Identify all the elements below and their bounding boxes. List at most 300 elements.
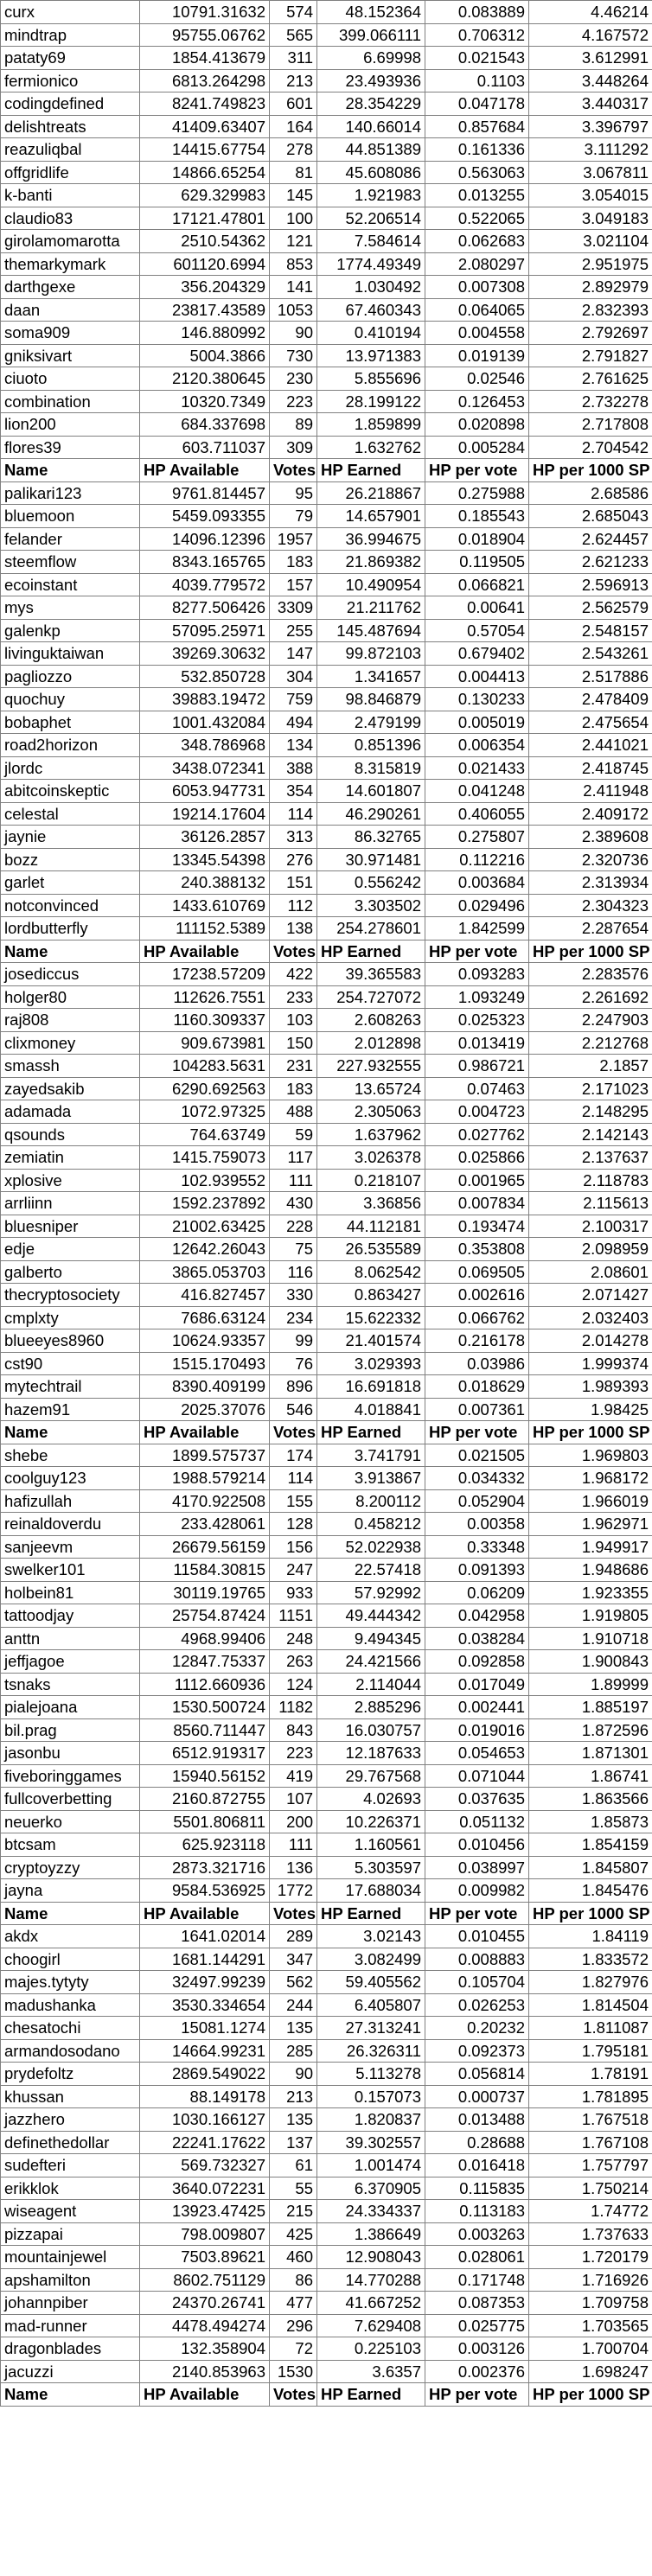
name-cell: claudio83 — [1, 207, 140, 230]
hp-per-1000-sp-cell: 1.85873 — [529, 1810, 652, 1833]
votes-cell: 853 — [270, 252, 317, 276]
votes-cell: 138 — [270, 917, 317, 940]
votes-cell: 145 — [270, 184, 317, 207]
name-cell: holger80 — [1, 985, 140, 1009]
hp-earned-cell: 12.187633 — [317, 1742, 425, 1765]
votes-cell: 460 — [270, 2246, 317, 2269]
hp-per-1000-sp-cell: 3.067811 — [529, 161, 652, 184]
hp-earned-cell: 3.913867 — [317, 1467, 425, 1490]
name-cell: cmplxty — [1, 1306, 140, 1329]
table-row — [1, 1146, 652, 1170]
name-cell: lordbutterfly — [1, 917, 140, 940]
hp-per-1000-sp-cell: 1.98425 — [529, 1398, 652, 1421]
name-cell: pagliozzo — [1, 665, 140, 688]
name-cell: celestal — [1, 802, 140, 826]
hp-per-1000-sp-cell: 1.999374 — [529, 1352, 652, 1375]
table-row — [1, 1604, 652, 1628]
table-row — [1, 322, 652, 345]
hp-per-1000-sp-cell: 2.142143 — [529, 1123, 652, 1146]
hp-per-1000-sp-cell: 2.313934 — [529, 871, 652, 895]
hp-available-cell: 146.880992 — [140, 322, 270, 345]
hp-per-1000-sp-cell: 2.517886 — [529, 665, 652, 688]
table-row — [1, 1627, 652, 1650]
name-cell: reazuliqbal — [1, 138, 140, 162]
hp-per-vote-cell: 0.091393 — [425, 1559, 529, 1582]
hp-per-1000-sp-cell: 1.989393 — [529, 1375, 652, 1399]
hp-available-cell: 41409.63407 — [140, 115, 270, 138]
hp-earned-cell: 22.57418 — [317, 1559, 425, 1582]
hp-per-vote-cell: 0.093283 — [425, 963, 529, 986]
votes-cell: 388 — [270, 756, 317, 780]
hp-available-cell: 532.850728 — [140, 665, 270, 688]
hp-available-cell: 240.388132 — [140, 871, 270, 895]
hp-per-vote-cell: 0.126453 — [425, 390, 529, 413]
hp-per-1000-sp-cell: 2.548157 — [529, 619, 652, 642]
hp-per-vote-cell: 0.010455 — [425, 1925, 529, 1948]
hp-available-cell: 12847.75337 — [140, 1650, 270, 1674]
table-row — [1, 298, 652, 322]
votes-cell: 494 — [270, 711, 317, 734]
votes-cell: 81 — [270, 161, 317, 184]
hp-earned-cell: 2.885296 — [317, 1696, 425, 1719]
table-row — [1, 2268, 652, 2292]
hp-available-cell: 603.711037 — [140, 436, 270, 459]
votes-cell: 112 — [270, 894, 317, 917]
table-row — [1, 2039, 652, 2063]
table-row — [1, 1123, 652, 1146]
name-header: Name — [1, 459, 140, 482]
hp-per-vote-cell: 0.056814 — [425, 2063, 529, 2086]
votes-cell: 565 — [270, 23, 317, 47]
votes-cell: 347 — [270, 1948, 317, 1971]
table-row — [1, 2154, 652, 2177]
hp-earned-cell: 2.114044 — [317, 1673, 425, 1696]
table-row — [1, 2246, 652, 2269]
table-row — [1, 1238, 652, 1261]
hp-per-1000-sp-cell: 3.049183 — [529, 207, 652, 230]
hp-earned-cell: 6.370905 — [317, 2177, 425, 2200]
hp-earned-cell: 3.026378 — [317, 1146, 425, 1170]
header-row — [1, 940, 652, 963]
table-row — [1, 2017, 652, 2040]
hp-earned-cell: 10.490954 — [317, 573, 425, 596]
table-row — [1, 1, 652, 24]
hp-per-1000-sp-cell: 1.962971 — [529, 1513, 652, 1536]
votes-cell: 183 — [270, 551, 317, 574]
hp-available-cell: 629.329983 — [140, 184, 270, 207]
votes-cell: 99 — [270, 1329, 317, 1353]
hp-per-vote-cell: 0.406055 — [425, 802, 529, 826]
table-row — [1, 1352, 652, 1375]
hp-per-1000-sp-cell: 1.871301 — [529, 1742, 652, 1765]
hp-per-1000-sp-cell: 1.845807 — [529, 1856, 652, 1879]
hp-per-vote-cell: 0.025323 — [425, 1009, 529, 1032]
name-cell: anttn — [1, 1627, 140, 1650]
votes-cell: 422 — [270, 963, 317, 986]
name-cell: felander — [1, 527, 140, 551]
name-cell: bluemoon — [1, 505, 140, 528]
hp-per-1000-sp-cell: 3.111292 — [529, 138, 652, 162]
name-cell: akdx — [1, 1925, 140, 1948]
hp-available-cell: 6053.947731 — [140, 780, 270, 803]
hp-per-vote-cell: 0.522065 — [425, 207, 529, 230]
hp-per-vote-cell: 0.193474 — [425, 1215, 529, 1238]
hp-earned-cell: 3.029393 — [317, 1352, 425, 1375]
hp-per-vote-cell: 0.017049 — [425, 1673, 529, 1696]
votes-cell: 117 — [270, 1146, 317, 1170]
hp-available-cell: 2873.321716 — [140, 1856, 270, 1879]
hp-earned-cell: 3.741791 — [317, 1444, 425, 1467]
hp-available-cell: 6813.264298 — [140, 69, 270, 92]
votes-cell: 488 — [270, 1100, 317, 1124]
hp-per-vote-cell: 0.054653 — [425, 1742, 529, 1765]
hp-per-1000-sp-cell: 1.919805 — [529, 1604, 652, 1628]
hp-per-1000-sp-cell: 2.732278 — [529, 390, 652, 413]
name-cell: cryptoyzzy — [1, 1856, 140, 1879]
votes-header: Votes — [270, 1421, 317, 1444]
hp-available-cell: 10791.31632 — [140, 1, 270, 24]
votes-cell: 276 — [270, 848, 317, 871]
hp-per-1000-sp-cell: 2.247903 — [529, 1009, 652, 1032]
table-row — [1, 917, 652, 940]
table-row — [1, 47, 652, 70]
table-row — [1, 2222, 652, 2246]
hp-per-1000-sp-cell: 2.304323 — [529, 894, 652, 917]
hp-earned-cell: 254.727072 — [317, 985, 425, 1009]
hp-per-vote-cell: 0.092858 — [425, 1650, 529, 1674]
hp-available-header: HP Available — [140, 2383, 270, 2407]
hp-per-1000-sp-cell: 3.054015 — [529, 184, 652, 207]
table-row — [1, 665, 652, 688]
hp-per-vote-cell: 0.115835 — [425, 2177, 529, 2200]
hp-available-cell: 3640.072231 — [140, 2177, 270, 2200]
table-row — [1, 734, 652, 757]
hp-per-vote-cell: 0.003684 — [425, 871, 529, 895]
hp-per-1000-sp-header: HP per 1000 SP — [529, 2383, 652, 2407]
hp-per-vote-cell: 0.33348 — [425, 1535, 529, 1559]
hp-per-vote-cell: 0.119505 — [425, 551, 529, 574]
hp-per-vote-cell: 0.112216 — [425, 848, 529, 871]
hp-per-vote-cell: 0.041248 — [425, 780, 529, 803]
name-cell: jasonbu — [1, 1742, 140, 1765]
table-row — [1, 2131, 652, 2154]
hp-earned-cell: 86.32765 — [317, 826, 425, 849]
table-row — [1, 1192, 652, 1215]
hp-per-1000-sp-cell: 2.68586 — [529, 481, 652, 505]
name-cell: bozz — [1, 848, 140, 871]
name-cell: themarkymark — [1, 252, 140, 276]
hp-per-1000-sp-cell: 1.900843 — [529, 1650, 652, 1674]
name-cell: pizzapai — [1, 2222, 140, 2246]
hp-per-1000-sp-cell: 1.885197 — [529, 1696, 652, 1719]
hp-per-1000-sp-cell: 2.118783 — [529, 1169, 652, 1192]
name-cell: swelker101 — [1, 1559, 140, 1582]
hp-per-1000-sp-cell: 2.320736 — [529, 848, 652, 871]
votes-cell: 147 — [270, 642, 317, 666]
hp-available-cell: 10320.7349 — [140, 390, 270, 413]
hp-available-cell: 13345.54398 — [140, 848, 270, 871]
hp-per-vote-cell: 0.679402 — [425, 642, 529, 666]
name-cell: cst90 — [1, 1352, 140, 1375]
hp-earned-cell: 21.869382 — [317, 551, 425, 574]
votes-cell: 223 — [270, 390, 317, 413]
hp-earned-cell: 8.062542 — [317, 1260, 425, 1284]
hp-per-vote-cell: 0.004413 — [425, 665, 529, 688]
votes-cell: 1151 — [270, 1604, 317, 1628]
hp-earned-cell: 39.302557 — [317, 2131, 425, 2154]
hp-per-1000-sp-cell: 2.791827 — [529, 344, 652, 367]
hp-per-vote-cell: 0.020898 — [425, 413, 529, 437]
hp-per-1000-sp-cell: 1.969803 — [529, 1444, 652, 1467]
hp-per-vote-cell: 0.002616 — [425, 1284, 529, 1307]
name-cell: armandosodano — [1, 2039, 140, 2063]
hp-available-cell: 4039.779572 — [140, 573, 270, 596]
hp-per-1000-sp-cell: 1.795181 — [529, 2039, 652, 2063]
hp-per-vote-cell: 0.000737 — [425, 2085, 529, 2108]
hp-available-cell: 104283.5631 — [140, 1055, 270, 1078]
name-cell: k-banti — [1, 184, 140, 207]
hp-earned-cell: 21.211762 — [317, 596, 425, 620]
hp-per-1000-sp-cell: 1.78191 — [529, 2063, 652, 2086]
hp-per-1000-sp-cell: 2.137637 — [529, 1146, 652, 1170]
table-row — [1, 1055, 652, 1078]
hp-per-vote-cell: 0.071044 — [425, 1764, 529, 1788]
votes-cell: 255 — [270, 619, 317, 642]
name-cell: apshamilton — [1, 2268, 140, 2292]
hp-per-vote-cell: 0.171748 — [425, 2268, 529, 2292]
hp-earned-header: HP Earned — [317, 459, 425, 482]
table-row — [1, 1742, 652, 1765]
table-row — [1, 1467, 652, 1490]
hp-per-1000-sp-cell: 1.910718 — [529, 1627, 652, 1650]
table-row — [1, 1444, 652, 1467]
hp-available-cell: 111152.5389 — [140, 917, 270, 940]
table-row — [1, 2314, 652, 2337]
name-cell: mountainjewel — [1, 2246, 140, 2269]
hp-available-cell: 8602.751129 — [140, 2268, 270, 2292]
votes-cell: 103 — [270, 1009, 317, 1032]
table-row — [1, 642, 652, 666]
hp-available-cell: 625.923118 — [140, 1833, 270, 1857]
votes-cell: 215 — [270, 2200, 317, 2223]
name-cell: soma909 — [1, 322, 140, 345]
name-cell: thecryptosociety — [1, 1284, 140, 1307]
hp-per-1000-sp-cell: 1.966019 — [529, 1489, 652, 1513]
hp-per-vote-cell: 0.161336 — [425, 138, 529, 162]
table-row — [1, 344, 652, 367]
name-cell: arrliinn — [1, 1192, 140, 1215]
table-row — [1, 23, 652, 47]
hp-earned-header: HP Earned — [317, 940, 425, 963]
hp-earned-cell: 16.030757 — [317, 1718, 425, 1742]
name-cell: sudefteri — [1, 2154, 140, 2177]
hp-earned-cell: 6.405807 — [317, 1993, 425, 2017]
votes-header: Votes — [270, 940, 317, 963]
hp-per-vote-cell: 0.025866 — [425, 1146, 529, 1170]
hp-earned-cell: 13.65724 — [317, 1077, 425, 1100]
votes-cell: 150 — [270, 1031, 317, 1055]
hp-per-vote-header: HP per vote — [425, 459, 529, 482]
name-cell: gniksivart — [1, 344, 140, 367]
name-cell: fullcoverbetting — [1, 1788, 140, 1811]
hp-available-cell: 112626.7551 — [140, 985, 270, 1009]
votes-cell: 244 — [270, 1993, 317, 2017]
hp-earned-cell: 1.637962 — [317, 1123, 425, 1146]
hp-available-cell: 9584.536925 — [140, 1879, 270, 1903]
hp-per-1000-sp-cell: 2.389608 — [529, 826, 652, 849]
table-row — [1, 390, 652, 413]
hp-available-cell: 4478.494274 — [140, 2314, 270, 2337]
votes-cell: 278 — [270, 138, 317, 162]
hp-earned-cell: 14.601807 — [317, 780, 425, 803]
hp-per-vote-header: HP per vote — [425, 940, 529, 963]
votes-cell: 213 — [270, 69, 317, 92]
hp-per-vote-cell: 0.001965 — [425, 1169, 529, 1192]
hp-per-1000-sp-cell: 2.685043 — [529, 505, 652, 528]
name-cell: jazzhero — [1, 2108, 140, 2132]
table-row — [1, 2063, 652, 2086]
name-header: Name — [1, 940, 140, 963]
table-row — [1, 276, 652, 299]
hp-available-cell: 23817.43589 — [140, 298, 270, 322]
table-row — [1, 756, 652, 780]
hp-earned-cell: 26.326311 — [317, 2039, 425, 2063]
hp-per-vote-cell: 0.1103 — [425, 69, 529, 92]
hp-per-1000-sp-cell: 3.396797 — [529, 115, 652, 138]
hp-per-1000-sp-cell: 1.811087 — [529, 2017, 652, 2040]
hp-per-vote-cell: 0.013419 — [425, 1031, 529, 1055]
hp-per-1000-sp-cell: 2.624457 — [529, 527, 652, 551]
hp-available-cell: 1641.02014 — [140, 1925, 270, 1948]
name-cell: shebe — [1, 1444, 140, 1467]
hp-earned-cell: 0.851396 — [317, 734, 425, 757]
votes-cell: 263 — [270, 1650, 317, 1674]
hp-earned-cell: 4.02693 — [317, 1788, 425, 1811]
hp-per-1000-sp-cell: 2.478409 — [529, 688, 652, 711]
hp-available-cell: 17238.57209 — [140, 963, 270, 986]
hp-earned-cell: 67.460343 — [317, 298, 425, 322]
votes-cell: 114 — [270, 1467, 317, 1490]
table-row — [1, 573, 652, 596]
hp-per-vote-cell: 0.018904 — [425, 527, 529, 551]
hp-per-vote-cell: 0.038284 — [425, 1627, 529, 1650]
table-row — [1, 1788, 652, 1811]
hp-per-vote-cell: 0.016418 — [425, 2154, 529, 2177]
hp-per-vote-cell: 0.00358 — [425, 1513, 529, 1536]
hp-available-cell: 8343.165765 — [140, 551, 270, 574]
hp-per-1000-sp-header: HP per 1000 SP — [529, 459, 652, 482]
table-row — [1, 2200, 652, 2223]
name-cell: jeffjagoe — [1, 1650, 140, 1674]
hp-earned-cell: 29.767568 — [317, 1764, 425, 1788]
hp-available-cell: 1899.575737 — [140, 1444, 270, 1467]
hp-earned-cell: 6.69998 — [317, 47, 425, 70]
hp-earned-cell: 9.494345 — [317, 1627, 425, 1650]
name-cell: adamada — [1, 1100, 140, 1124]
name-header: Name — [1, 1902, 140, 1925]
hp-available-cell: 15081.1274 — [140, 2017, 270, 2040]
votes-cell: 354 — [270, 780, 317, 803]
votes-cell: 100 — [270, 207, 317, 230]
hp-earned-cell: 45.608086 — [317, 161, 425, 184]
hp-earned-cell: 28.199122 — [317, 390, 425, 413]
header-row — [1, 1421, 652, 1444]
hp-earned-cell: 1.859899 — [317, 413, 425, 437]
votes-cell: 137 — [270, 2131, 317, 2154]
votes-cell: 90 — [270, 322, 317, 345]
hp-earned-cell: 2.012898 — [317, 1031, 425, 1055]
hp-available-cell: 102.939552 — [140, 1169, 270, 1192]
hp-per-vote-cell: 0.042958 — [425, 1604, 529, 1628]
hp-available-cell: 416.827457 — [140, 1284, 270, 1307]
hp-earned-cell: 140.66014 — [317, 115, 425, 138]
hp-per-1000-sp-cell: 2.071427 — [529, 1284, 652, 1307]
name-cell: raj808 — [1, 1009, 140, 1032]
name-cell: ciuoto — [1, 367, 140, 391]
name-cell: tattoodjay — [1, 1604, 140, 1628]
table-row — [1, 596, 652, 620]
hp-earned-cell: 2.479199 — [317, 711, 425, 734]
table-row — [1, 92, 652, 116]
hp-available-cell: 57095.25971 — [140, 619, 270, 642]
hp-earned-cell: 1.632762 — [317, 436, 425, 459]
hp-earned-cell: 13.971383 — [317, 344, 425, 367]
votes-cell: 759 — [270, 688, 317, 711]
hp-earned-cell: 12.908043 — [317, 2246, 425, 2269]
votes-cell: 121 — [270, 230, 317, 253]
hp-per-vote-cell: 0.105704 — [425, 1971, 529, 1994]
hp-per-1000-sp-cell: 2.409172 — [529, 802, 652, 826]
table-row — [1, 1513, 652, 1536]
table-row — [1, 481, 652, 505]
hp-available-cell: 14096.12396 — [140, 527, 270, 551]
hp-earned-cell: 98.846879 — [317, 688, 425, 711]
hp-per-vote-cell: 0.051132 — [425, 1810, 529, 1833]
hp-available-cell: 1160.309337 — [140, 1009, 270, 1032]
hp-per-vote-header: HP per vote — [425, 1421, 529, 1444]
votes-cell: 183 — [270, 1077, 317, 1100]
votes-cell: 419 — [270, 1764, 317, 1788]
table-row — [1, 1833, 652, 1857]
hp-per-1000-sp-cell: 1.698247 — [529, 2360, 652, 2383]
hp-per-1000-sp-cell: 1.833572 — [529, 1948, 652, 1971]
votes-cell: 289 — [270, 1925, 317, 1948]
hp-per-1000-sp-cell: 2.08601 — [529, 1260, 652, 1284]
hp-per-1000-sp-cell: 2.411948 — [529, 780, 652, 803]
name-cell: offgridlife — [1, 161, 140, 184]
votes-cell: 151 — [270, 871, 317, 895]
hp-available-cell: 11584.30815 — [140, 1559, 270, 1582]
hp-earned-cell: 10.226371 — [317, 1810, 425, 1833]
hp-earned-cell: 44.112181 — [317, 1215, 425, 1238]
table-row — [1, 1673, 652, 1696]
hp-available-cell: 14866.65254 — [140, 161, 270, 184]
hp-earned-cell: 399.066111 — [317, 23, 425, 47]
table-row — [1, 1169, 652, 1192]
hp-earned-cell: 48.152364 — [317, 1, 425, 24]
table-row — [1, 1696, 652, 1719]
hp-per-vote-cell: 0.563063 — [425, 161, 529, 184]
name-cell: girolamomarotta — [1, 230, 140, 253]
hp-per-vote-cell: 0.008883 — [425, 1948, 529, 1971]
votes-cell: 562 — [270, 1971, 317, 1994]
table-row — [1, 1650, 652, 1674]
votes-cell: 601 — [270, 92, 317, 116]
hp-per-vote-cell: 0.021543 — [425, 47, 529, 70]
hp-available-cell: 684.337698 — [140, 413, 270, 437]
hp-earned-cell: 3.082499 — [317, 1948, 425, 1971]
hp-earned-cell: 39.365583 — [317, 963, 425, 986]
